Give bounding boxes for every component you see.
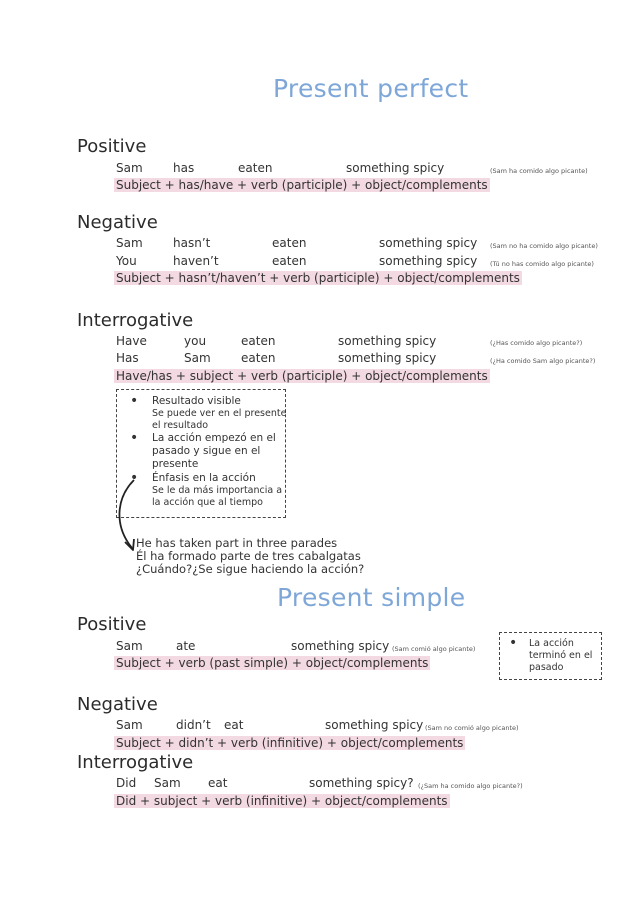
ps-int-word: Sam (154, 776, 181, 790)
pp-note-sub: el resultado (152, 420, 209, 431)
ps-pos-word: ate (176, 639, 196, 653)
ps-negative-formula: Subject + didn’t + verb (infinitive) + object/complements (116, 736, 464, 750)
pp-note-text: La acción empezó en el (152, 432, 276, 444)
ps-neg-word: eat (224, 718, 244, 732)
pp-int-word: Sam (184, 351, 211, 365)
pp-negative-heading: Negative (77, 212, 158, 233)
pp-pos-word: something spicy (346, 161, 445, 175)
pp-neg-translation: (Sam no ha comido algo picante) (490, 242, 598, 250)
ps-interrogative-formula: Did + subject + verb (infinitive) + object/complements (116, 794, 448, 808)
ps-int-word: something spicy? (309, 776, 414, 790)
pp-neg-word: hasn’t (173, 236, 211, 250)
pp-interrogative-heading: Interrogative (77, 310, 194, 331)
pp-neg-word: haven’t (173, 254, 219, 268)
pp-positive-formula: Subject + has/have + verb (participle) + object/complements (116, 178, 488, 192)
ps-neg-translation: (Sam no comió algo picante) (425, 724, 519, 732)
pp-example-line: Él ha formado parte de tres cabalgatas (136, 549, 361, 563)
pp-int-translation: (¿Has comido algo picante?) (490, 339, 583, 347)
pp-example-line: He has taken part in three parades (136, 536, 338, 550)
ps-note-text: La acción (529, 638, 574, 649)
ps-note-text: pasado (529, 662, 564, 673)
pp-pos-word: eaten (238, 161, 273, 175)
pp-note-text: pasado y sigue en el (152, 445, 261, 457)
pp-pos-translation: (Sam ha comido algo picante) (490, 167, 588, 175)
pp-neg-translation: (Tú no has comido algo picante) (490, 260, 594, 268)
title-present-simple: Present simple (277, 583, 466, 612)
pp-int-word: eaten (241, 351, 276, 365)
pp-int-word: Have (116, 334, 147, 348)
bullet-icon: • (130, 430, 139, 446)
ps-interrogative-heading: Interrogative (77, 752, 194, 773)
pp-note-title: Énfasis en la acción (152, 472, 256, 484)
bullet-icon: • (130, 470, 139, 486)
pp-neg-word: something spicy (379, 254, 478, 268)
pp-note-text: presente (152, 458, 199, 470)
bullet-icon: • (130, 393, 139, 409)
pp-int-word: Has (116, 351, 139, 365)
ps-int-translation: (¿Sam ha comido algo picante?) (418, 782, 523, 790)
ps-neg-word: Sam (116, 718, 143, 732)
ps-positive-formula: Subject + verb (past simple) + object/complements (116, 656, 429, 670)
ps-pos-word: something spicy (291, 639, 390, 653)
pp-int-translation: (¿Ha comido Sam algo picante?) (490, 357, 596, 365)
pp-int-word: something spicy (338, 334, 437, 348)
pp-neg-word: eaten (272, 236, 307, 250)
pp-pos-word: has (173, 161, 195, 175)
pp-pos-word: Sam (116, 161, 143, 175)
pp-note-sub: la acción que al tiempo (152, 497, 263, 508)
ps-pos-translation: (Sam comió algo picante) (392, 645, 476, 653)
pp-neg-word: Sam (116, 236, 143, 250)
pp-interrogative-formula: Have/has + subject + verb (participle) + object/complements (116, 369, 488, 383)
pp-note-title: Resultado visible (152, 395, 241, 407)
title-present-perfect: Present perfect (273, 74, 469, 103)
pp-neg-word: You (116, 254, 137, 268)
pp-int-word: you (184, 334, 207, 348)
pp-note-sub: Se le da más importancia a (152, 485, 283, 496)
pp-neg-word: eaten (272, 254, 307, 268)
pp-note-sub: Se puede ver en el presente (152, 408, 287, 419)
pp-int-word: eaten (241, 334, 276, 348)
bullet-icon: • (509, 635, 518, 651)
pp-int-word: something spicy (338, 351, 437, 365)
ps-neg-word: something spicy (325, 718, 424, 732)
ps-neg-word: didn’t (176, 718, 211, 732)
ps-int-word: Did (116, 776, 137, 790)
pp-negative-formula: Subject + hasn’t/haven’t + verb (participle) + object/complements (116, 271, 520, 285)
ps-int-word: eat (208, 776, 228, 790)
ps-negative-heading: Negative (77, 694, 158, 715)
pp-neg-word: something spicy (379, 236, 478, 250)
pp-example-line: ¿Cuándo?¿Se sigue haciendo la acción? (136, 562, 365, 576)
pp-positive-heading: Positive (77, 136, 147, 157)
ps-positive-heading: Positive (77, 614, 147, 635)
ps-note-text: terminó en el (529, 650, 593, 661)
ps-pos-word: Sam (116, 639, 143, 653)
